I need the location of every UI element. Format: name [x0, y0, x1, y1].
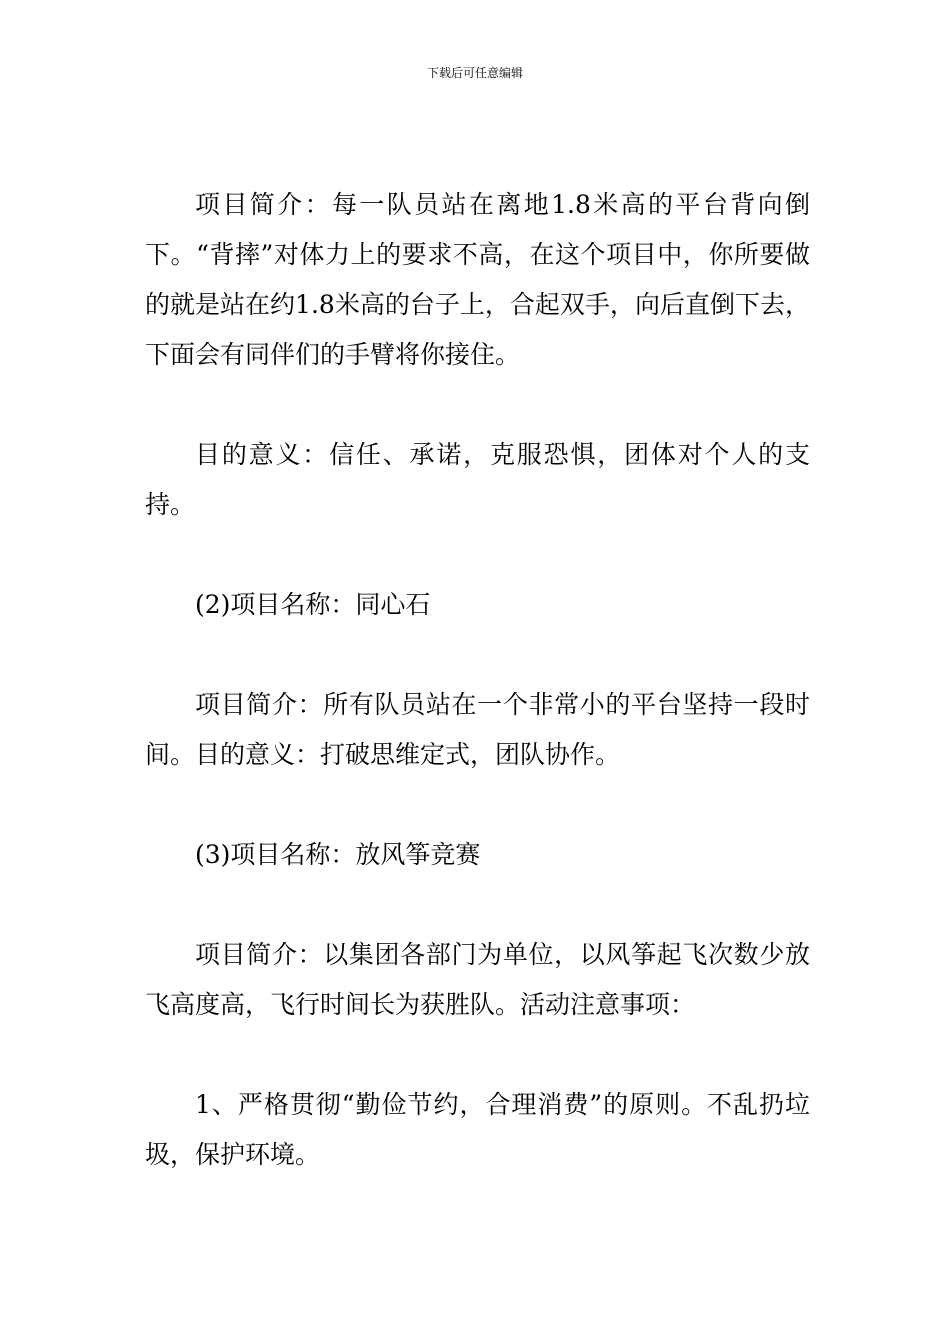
paragraph-trust-fall-intro: 项目简介：每一队员站在离地1.8米高的平台背向倒下。“背摔”对体力上的要求不高，在这个项目中，你所要做的就是站在约1.8米高的台子上，合起双手，向后直倒下去，下面会有同伴们的手臂将你接住。 — [145, 190, 810, 369]
paragraph-gap — [145, 530, 810, 580]
paragraph-item-2-intro: 项目简介：所有队员站在一个非常小的平台坚持一段时间。目的意义：打破思维定式，团队协作。 — [145, 690, 810, 769]
paragraph-notice-1: 1、严格贯彻“勤俭节约，合理消费”的原则。不乱扔垃圾，保护环境。 — [145, 1090, 810, 1169]
paragraph-item-2-title: (2)项目名称：同心石 — [195, 590, 431, 619]
paragraph-item-3-intro: 项目简介：以集团各部门为单位，以风筝起飞次数少放飞高度高，飞行时间长为获胜队。活动注意事项： — [145, 940, 810, 1019]
paragraph-trust-fall-purpose: 目的意义：信任、承诺，克服恐惧，团体对个人的支持。 — [145, 440, 810, 519]
paragraph-gap — [145, 380, 810, 430]
paragraph-gap — [145, 1030, 810, 1080]
document-body — [145, 180, 810, 1180]
page-header: 下载后可任意编辑 — [426, 66, 523, 80]
paragraph-item-3-title: (3)项目名称：放风筝竞赛 — [195, 840, 481, 869]
paragraph-gap — [145, 880, 810, 930]
paragraph-gap — [145, 780, 810, 830]
paragraph-gap — [145, 630, 810, 680]
